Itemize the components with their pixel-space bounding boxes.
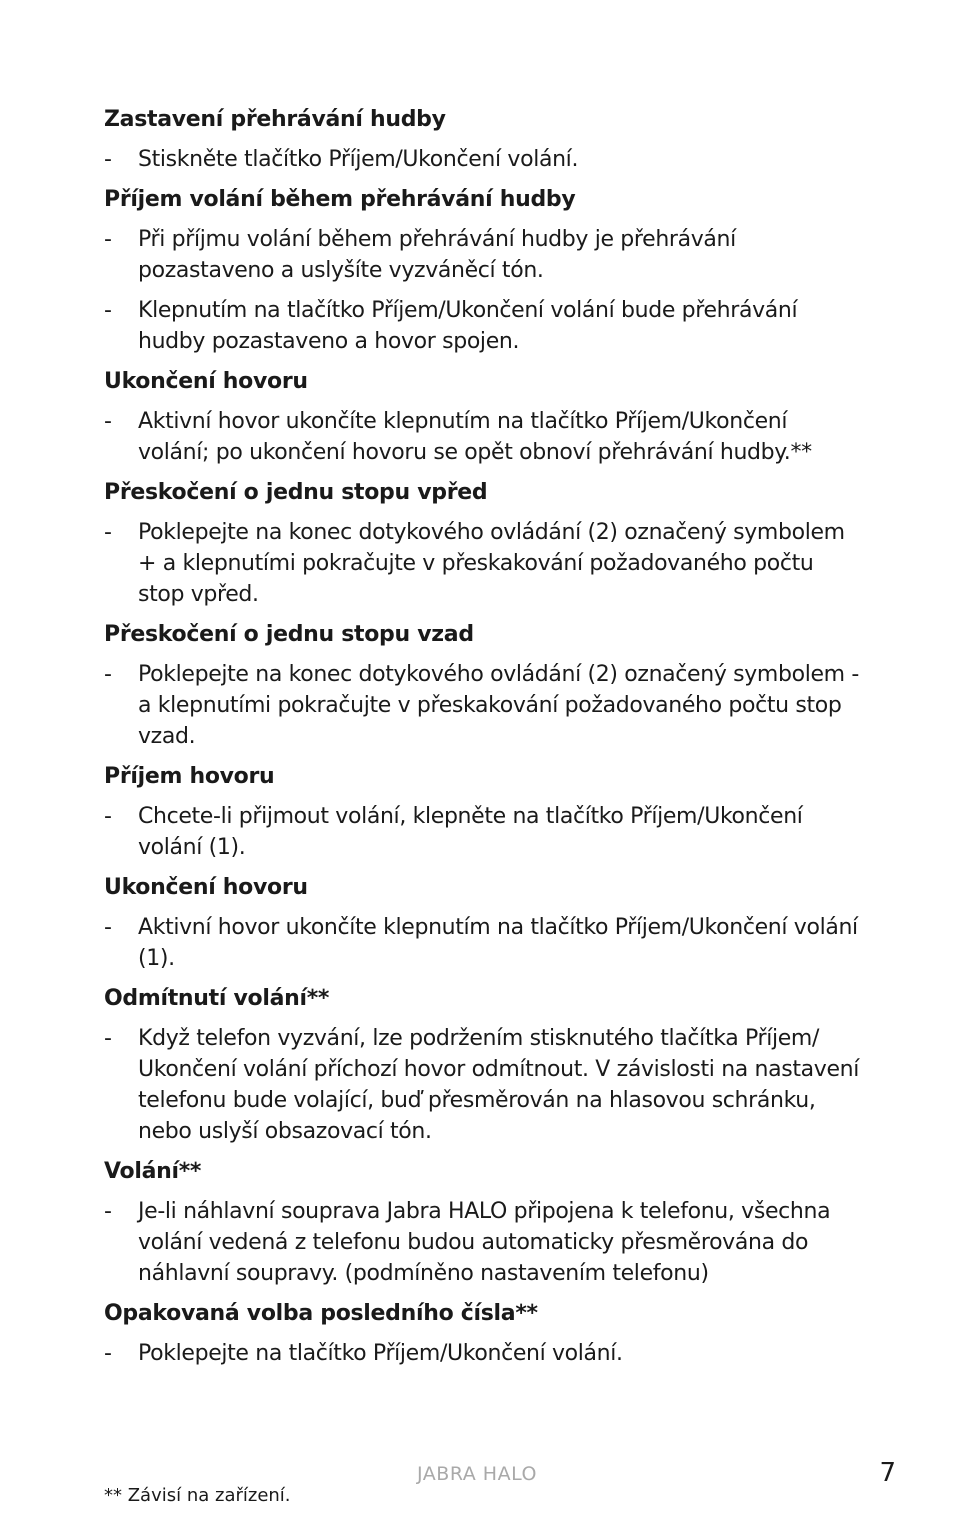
page-number: 7 [879,1458,896,1488]
list-item [104,801,864,863]
item-text: Při příjmu volání během přehrávání hudby je přehrávání pozastaveno a uslyšíte vyzváněcí tón. [138,227,736,283]
list-item [104,912,864,974]
item-text: Chcete-li přijmout volání, klepněte na tlačítko Příjem/Ukončení volání (1). [138,804,803,860]
bullet-dash: - [104,1341,112,1366]
bullet-dash: - [104,520,112,545]
bullet-dash: - [104,147,112,172]
footer-brand: JABRA HALO [417,1463,537,1485]
section-heading: Příjem volání během přehrávání hudby [104,187,576,212]
section-heading: Opakovaná volba posledního čísla** [104,1301,538,1326]
section-skip-forward [104,477,864,610]
bullet-dash: - [104,1026,112,1051]
section-heading: Přeskočení o jednu stopu vpřed [104,480,488,505]
section-heading: Ukončení hovoru [104,369,308,394]
section-end-call [104,872,864,974]
bullet-dash: - [104,1199,112,1224]
section-heading: Zastavení přehrávání hudby [104,107,446,132]
bullet-dash: - [104,227,112,252]
item-text: Je-li náhlavní souprava Jabra HALO připojena k telefonu, všechna volání vedená z telefonu budou automaticky přesměrována do náhlavní soupravy. (podmíněno nastavením telefonu) [138,1199,831,1286]
list-item [104,517,864,610]
bullet-dash: - [104,915,112,940]
bullet-dash: - [104,804,112,829]
list-item [104,406,864,468]
item-text: Když telefon vyzvání, lze podržením stisknutého tlačítka Příjem/ Ukončení volání příchozí hovor odmítnout. V závislosti na nastavení telefonu bude volající, buď přesměrován na hlasovou schránku, nebo uslyší obsazovací tón. [138,1026,860,1144]
item-text: Poklepejte na tlačítko Příjem/Ukončení volání. [138,1341,623,1366]
section-incoming-call-during-music [104,184,864,357]
section-answer-call [104,761,864,863]
section-calling [104,1156,864,1289]
section-end-call-music [104,366,864,468]
bullet-dash: - [104,662,112,687]
section-heading: Volání** [104,1159,202,1184]
section-heading: Příjem hovoru [104,764,275,789]
section-heading: Přeskočení o jednu stopu vzad [104,622,474,647]
manual-content [104,104,864,1378]
footnote: ** Závisí na zařízení. [104,1485,291,1506]
section-reject-call [104,983,864,1147]
section-redial [104,1298,864,1369]
list-item [104,1196,864,1289]
item-text: Stiskněte tlačítko Příjem/Ukončení volání. [138,147,579,172]
section-heading: Ukončení hovoru [104,875,308,900]
list-item [104,144,864,175]
item-text: Aktivní hovor ukončíte klepnutím na tlačítko Příjem/Ukončení volání (1). [138,915,858,971]
section-skip-back [104,619,864,752]
item-text: Klepnutím na tlačítko Příjem/Ukončení volání bude přehrávání hudby pozastaveno a hovor spojen. [138,298,798,354]
list-item [104,1023,864,1147]
bullet-dash: - [104,409,112,434]
list-item [104,224,864,286]
bullet-dash: - [104,298,112,323]
item-text: Poklepejte na konec dotykového ovládání (2) označený symbolem + a klepnutími pokračujte v přeskakování požadovaného počtu stop vpřed. [138,520,845,607]
item-text: Poklepejte na konec dotykového ovládání (2) označený symbolem - a klepnutími pokračujte v přeskakování požadovaného počtu stop vzad. [138,662,859,749]
list-item [104,295,864,357]
item-text: Aktivní hovor ukončíte klepnutím na tlačítko Příjem/Ukončení volání; po ukončení hovoru se opět obnoví přehrávání hudby.** [138,409,812,465]
list-item [104,659,864,752]
list-item [104,1338,864,1369]
section-heading: Odmítnutí volání** [104,986,330,1011]
section-stop-music [104,104,864,175]
